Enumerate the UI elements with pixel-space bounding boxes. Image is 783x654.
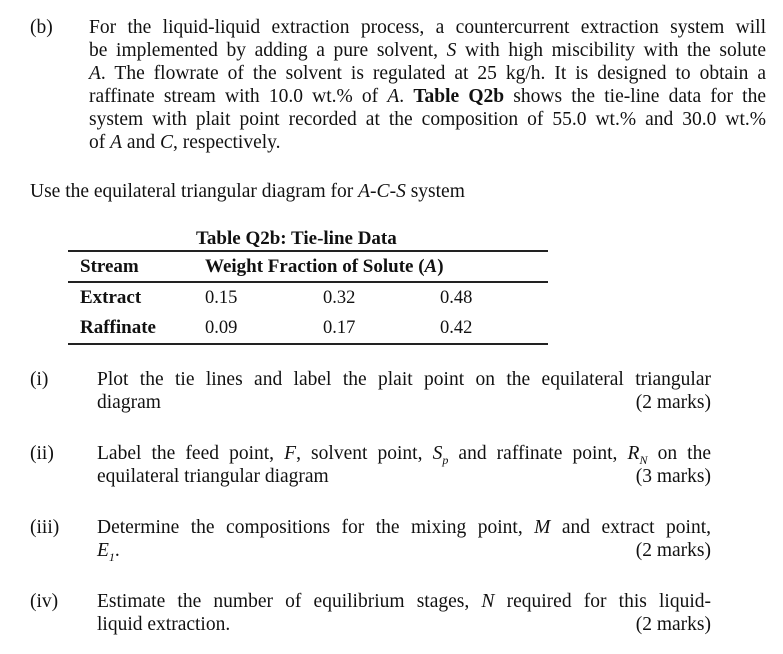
question-i-line-2: diagram <box>97 392 161 413</box>
question-iii-label: (iii) <box>30 517 60 538</box>
row-stream-extract: Extract <box>80 287 142 308</box>
extract-value-2: 0.32 <box>323 288 356 308</box>
table-header-rule <box>68 281 548 283</box>
part-b-line-2: be implemented by adding a pure solvent, S with high miscibility with the solute <box>89 40 766 61</box>
row-stream-raffinate: Raffinate <box>80 317 156 338</box>
table-header-stream: Stream <box>80 256 139 277</box>
question-iii-line-1: Determine the compositions for the mixing point, M and extract point, <box>97 517 711 538</box>
part-b-line-5: system with plait point recorded at the composition of 55.0 wt.% and 30.0 wt.% <box>89 109 766 130</box>
question-iv-line-1: Estimate the number of equilibrium stages, N required for this liquid- <box>97 591 711 612</box>
part-b-line-4: raffinate stream with 10.0 wt.% of A. Table Q2b shows the tie-line data for the <box>89 86 767 107</box>
question-iv-label: (iv) <box>30 591 59 612</box>
instruction-text: Use the equilateral triangular diagram for A-C-S system <box>30 181 465 202</box>
table-top-rule <box>68 250 548 252</box>
question-ii-line-1: Label the feed point, F, solvent point, $S_p$ and raffinate point, $R_N$ on the <box>97 443 712 467</box>
question-i-label: (i) <box>30 369 49 390</box>
question-i-line-1: Plot the tie lines and label the plait point on the equilateral triangular <box>97 369 711 390</box>
question-iv-line-2: liquid extraction. <box>97 614 231 635</box>
part-b-line-6: of A and C, respectively. <box>89 132 281 153</box>
extract-value-3: 0.48 <box>440 288 473 308</box>
raffinate-value-1: 0.09 <box>205 318 238 338</box>
question-iv-marks: (2 marks) <box>635 614 711 635</box>
part-b-label: (b) <box>30 17 53 38</box>
table-title: Table Q2b: Tie-line Data <box>196 228 397 249</box>
extract-value-1: 0.15 <box>205 288 238 308</box>
raffinate-value-2: 0.17 <box>323 318 356 338</box>
question-ii-label: (ii) <box>30 443 54 464</box>
question-i-marks: (2 marks) <box>635 392 711 413</box>
part-b-line-1: For the liquid-liquid extraction process, a countercurrent extraction system will <box>89 17 766 38</box>
question-ii-line-2: equilateral triangular diagram <box>97 466 329 487</box>
table-header-weight: Weight Fraction of Solute (A) <box>205 256 444 277</box>
table-bottom-rule <box>68 343 548 345</box>
part-b-line-3: A. The flowrate of the solvent is regulated at 25 kg/h. It is designed to obtain a <box>89 63 766 84</box>
question-ii-marks: (3 marks) <box>635 466 711 487</box>
question-iii-line-2: $E_1$. <box>97 540 120 564</box>
raffinate-value-3: 0.42 <box>440 318 473 338</box>
question-iii-marks: (2 marks) <box>635 540 711 561</box>
